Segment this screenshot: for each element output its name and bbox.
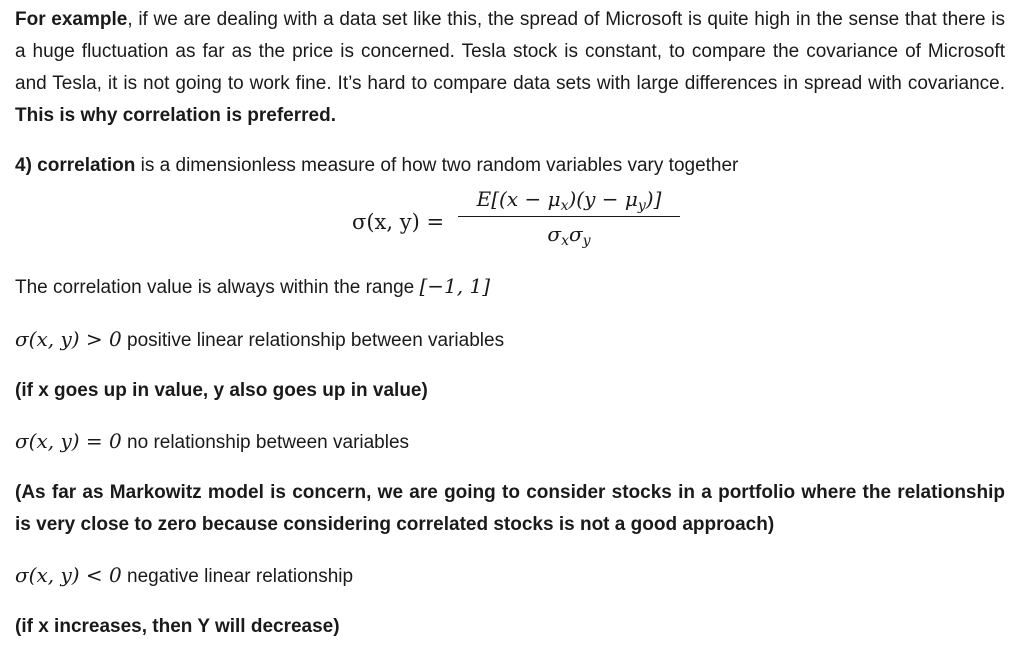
spacer [15,304,1005,323]
negative-math: σ(x, y) < 0 [15,563,122,587]
paragraph-example [15,4,1005,132]
positive-text: positive linear relationship between variables [121,330,505,351]
formula-numerator: $E[(x - \mu_x)(y - \mu_y)]$ [476,187,662,215]
formula-lhs: σ(x, y) = [352,210,445,234]
spacer [15,357,1005,375]
zero-note: (As far as Markowitz model is concern, we are going to consider stocks in a portfolio where the relationship is very close to zero because considering correlated stocks is not a good approach) [15,482,1005,535]
range-text: The correlation value is always within the range [15,277,420,298]
zero-line [15,425,1005,459]
correlation-definition-text: is a dimensionless measure of how two random variables vary together [135,155,739,176]
negative-line [15,559,1005,593]
range-math: [−1, 1] [419,274,491,298]
range-line [15,270,1005,304]
example-text: , if we are dealing with a data set like this, the spread of Microsoft is quite high in the sense that there is a huge fluctuation as far as the price is concerned. Tesla stock is constant, to compare the covariance of Microsoft and Tesla, it is not going to work fine. It’s hard to compare data sets with large differences in spread with covariance. [15,9,1006,94]
positive-line [15,323,1005,357]
paragraph-correlation-definition [15,150,1005,182]
correlation-formula [15,182,1005,270]
positive-note: (if x goes up in value, y also goes up in value) [15,380,428,401]
zero-text: no relationship between variables [121,432,410,453]
spacer [15,407,1005,425]
formula-denominator: $\sigma_x\sigma_y$ [547,222,591,250]
zero-math: σ(x, y) = 0 [15,429,122,453]
spacer [15,132,1005,150]
spacer [15,459,1005,477]
spacer [15,593,1005,611]
document-body [15,4,1005,643]
example-lead: For example [15,9,128,30]
positive-math: σ(x, y) > 0 [15,327,122,351]
example-conclusion: This is why correlation is preferred. [15,105,336,126]
formula-fraction [458,182,680,251]
correlation-heading: 4) correlation [15,155,136,176]
negative-note: (if x increases, then Y will decrease) [15,616,340,637]
spacer [15,541,1005,559]
negative-text: negative linear relationship [121,566,354,587]
